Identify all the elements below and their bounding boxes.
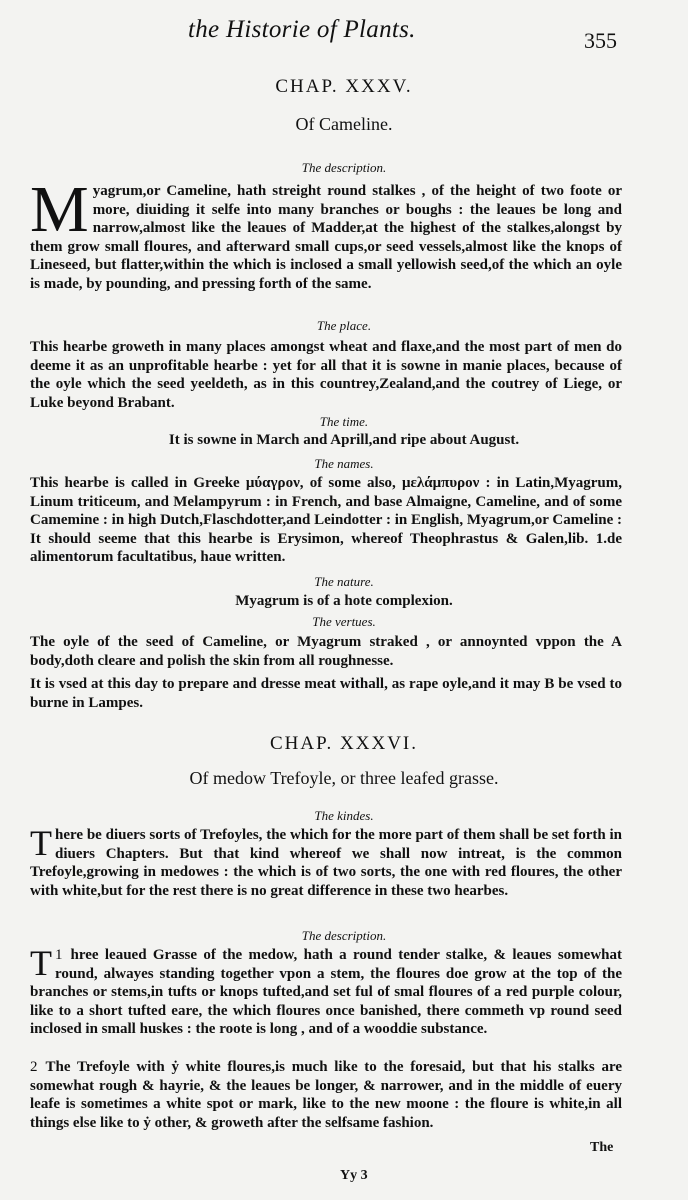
item1-text: hree leaued Grasse of the medow, hath a round tender stalke, & leaues somewhat round, alwayes standing together vpon a stem, the floures doe grow at the top of the branches or stems,in tufts or knops tufted,and set ful of smal floures of a red purple colour, like to a short tufted eare, the which floures once banished, there commeth vp round seed inclosed in small huskes : the roote is long , and of a wooddie substance.: [30, 947, 622, 1037]
section-label-description: The description.: [301, 160, 387, 175]
section-label-vertues: The vertues.: [312, 614, 376, 629]
section-label-time: The time.: [319, 414, 369, 429]
item2-text: The Trefoyle with ẏ white floures,is much like to the foresaid, but that his stalks are somewhat rough & hayrie, & the leaues be longer, & narrower, and in the middle of euery leafe is sometimes a white spot or mark, like to the new moone : the floure is white,in all things else like to ẏ other, & groweth after the selfsame fashion.: [30, 1059, 622, 1131]
running-title: the Historie of Plants.: [188, 16, 416, 43]
dropcap-T-2: T: [30, 943, 52, 983]
names-paragraph: This hearbe is called in Greeke μύαγρον, of some also, μελάμπυρον : in Latin,Myagrum, Linum triticeum, and Melampyrum : in French, and base Almaigne, Cameline, and of some Camemine : in high Dutch,Flaschdotter,and Leindotter : in English, Myagrum,or Cameline : It should seeme that this hearbe is Erysimon, whereof Theophrastus & Galen,lib. 1.de alimentorum facultatibus, haue written.: [30, 475, 622, 565]
item-number-1: 1: [55, 947, 63, 963]
chapter-heading-35: CHAP. XXXV.: [275, 76, 413, 97]
catchword: The: [590, 1140, 614, 1155]
section-label-names: The names.: [314, 456, 374, 471]
page-number: 355: [584, 28, 617, 53]
vertues-paragraph-a: The oyle of the seed of Cameline, or Myagrum straked , or annoynted vppon the A body,doth cleare and polish the skin from all roughnesse.: [30, 634, 622, 669]
place-paragraph: This hearbe groweth in many places amongst wheat and flaxe,and the most part of men do deeme it as an unprofitable hearbe : yet for all that it is sowne in manie places, because of the oyle which the seed yeeldeth, as in this countrey,Zealand,and the coutrey of Liege, or Luke beyond Brabant.: [30, 339, 622, 411]
kindes-text: here be diuers sorts of Trefoyles, the which for the more part of them shall be set forth in diuers Chapters. But that kind whereof we shall now intreat, is the common Trefoyle,growing in medowes : the which is of two sorts, the one with red floures, the other with white,but for the rest there is no great difference in these two hearbes.: [30, 827, 622, 899]
dropcap-M: M: [30, 173, 89, 246]
trefoyle-item-2: [30, 1058, 622, 1132]
item-number-2: 2: [30, 1059, 38, 1075]
dropcap-T: T: [30, 823, 52, 863]
nature-paragraph: Myagrum is of a hote complexion.: [235, 593, 453, 609]
kindes-paragraph: [30, 823, 622, 900]
cameline-description-paragraph: [30, 173, 622, 293]
chapter-heading-36: CHAP. XXXVI.: [269, 733, 419, 754]
vertues-paragraph-b: It is vsed at this day to prepare and dresse meat withall, as rape oyle,and it may B be vsed to burne in Lampes.: [30, 676, 622, 711]
trefoyle-item-1: [30, 943, 622, 1039]
chapter-title-cameline: Of Cameline.: [295, 114, 393, 134]
signature-mark: Yy 3: [340, 1168, 368, 1183]
section-label-place: The place.: [316, 318, 372, 333]
section-label-kindes: The kindes.: [314, 808, 374, 823]
description-text: yagrum,or Cameline, hath streight round stalkes , of the height of two foote or more, diuiding it selfe into many branches or boughs : the leaues be long and narrow,almost like the leaues of Madder,at the highest of the stalkes,alongst by them grow small floures, and afterward small cups,or seed vessels,almost like the knops of Lineseed, but flatter,within the which is inclosed a small yellowish seed,of the which an oyle is made, by pounding, and pressing forth of the same.: [30, 183, 622, 292]
time-paragraph: It is sowne in March and Aprill,and ripe about August.: [168, 432, 520, 448]
chapter-title-trefoyle: Of medow Trefoyle, or three leafed grasse.: [189, 768, 499, 788]
section-label-description-2: The description.: [301, 928, 387, 943]
section-label-nature: The nature.: [314, 574, 374, 589]
